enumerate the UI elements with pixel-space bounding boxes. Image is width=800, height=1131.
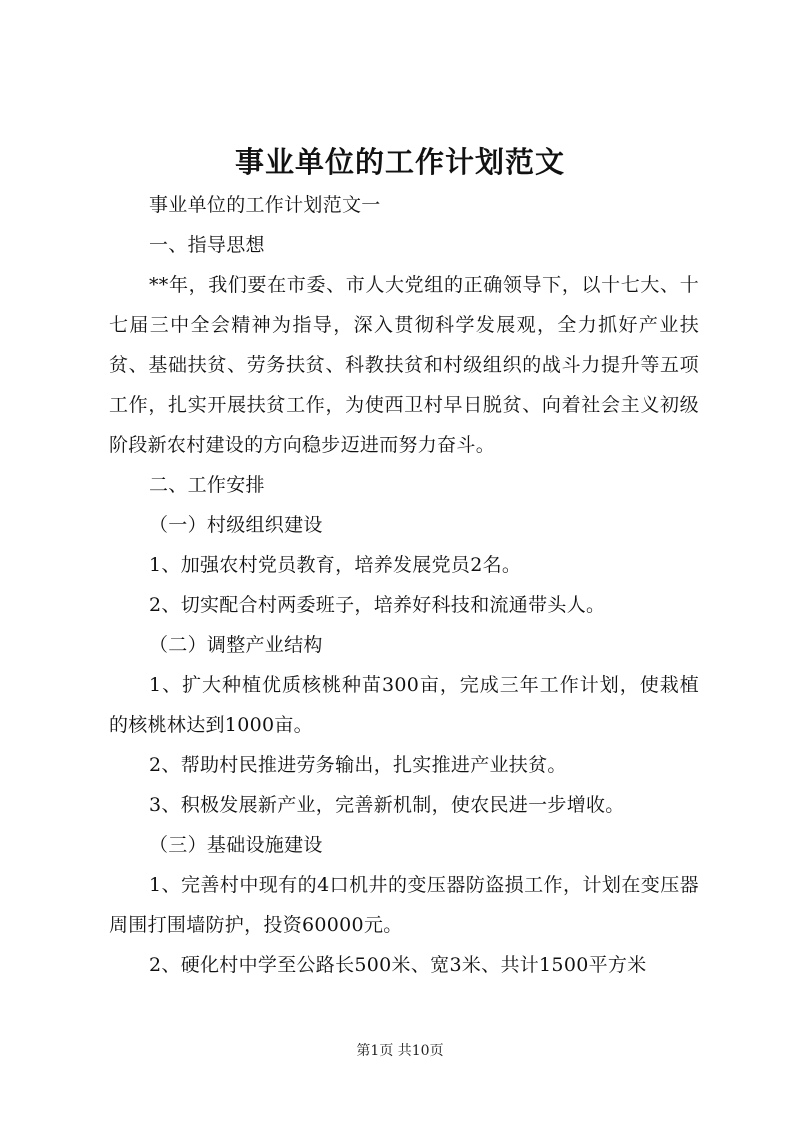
subsection-heading: （一）村级组织建设 [149,514,323,536]
list-item: 1、完善村中现有的4口机井的变压器防盗损工作，计划在变压器周围打围墙防护，投资60000元。 [109,874,699,936]
document-title: 事业单位的工作计划范文 [234,145,565,179]
section-heading: 事业单位的工作计划范文一 [149,194,381,216]
section-heading: 二、工作安排 [149,474,265,496]
list-item: 1、加强农村党员教育，培养发展党员2名。 [149,554,522,576]
page-number-footer: 第1页 共10页 [356,1043,444,1059]
section-heading: 一、指导思想 [149,234,265,256]
body-paragraph: **年，我们要在市委、市人大党组的正确领导下，以十七大、十七届三中全会精神为指导，深入贯彻科学发展观，全力抓好产业扶贫、基础扶贫、劳务扶贫、科教扶贫和村级组织的战斗力提升等五项工作，扎实开展扶贫工作，为使西卫村早日脱贫、向着社会主义初级阶段新农村建设的方向稳步迈进而努力奋斗。 [109,274,699,456]
document-body [109,185,699,985]
list-item: 2、硬化村中学至公路长500米、宽3米、共计1500平方米 [149,954,647,976]
list-item: 2、帮助村民推进劳务输出，扎实推进产业扶贫。 [149,754,567,776]
subsection-heading: （三）基础设施建设 [149,834,323,856]
list-item: 2、切实配合村两委班子，培养好科技和流通带头人。 [149,594,606,616]
list-item: 3、积极发展新产业，完善新机制，使农民进一步增收。 [149,794,625,816]
subsection-heading: （二）调整产业结构 [149,634,323,656]
list-item: 1、扩大种植优质核桃种苗300亩，完成三年工作计划，使栽植的核桃林达到1000亩。 [109,674,699,736]
